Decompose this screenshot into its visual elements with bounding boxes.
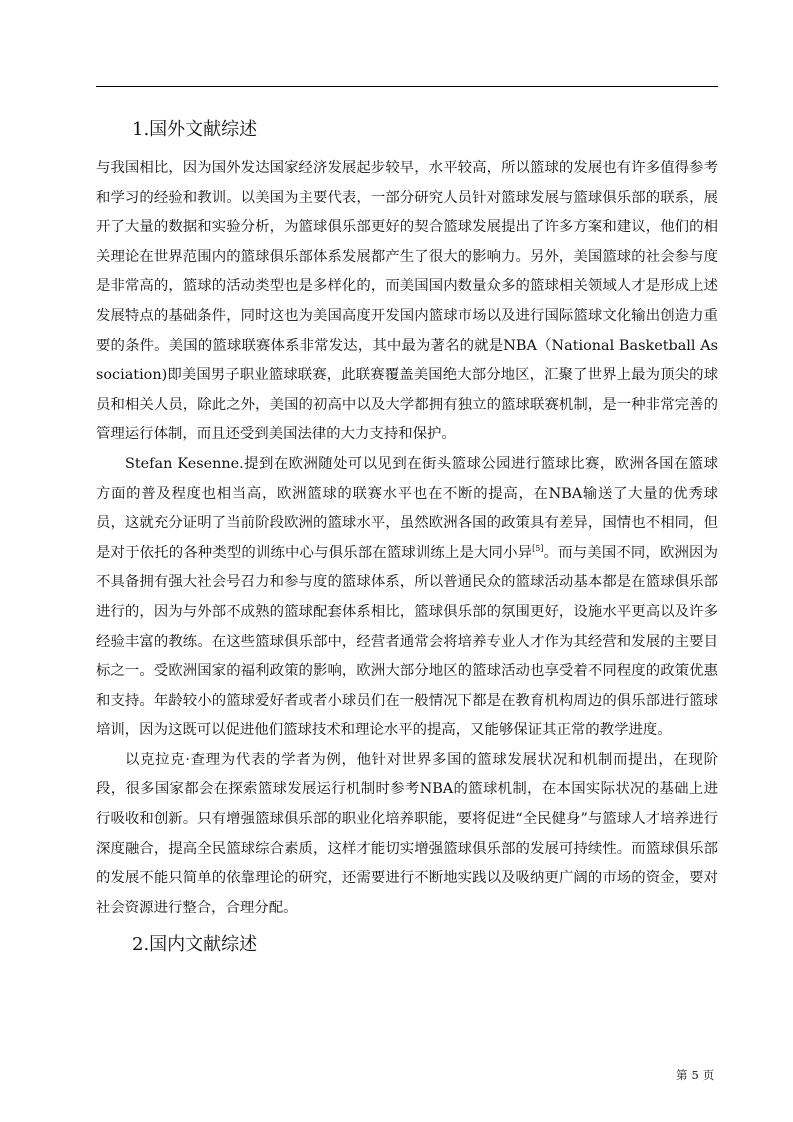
- page-number-suffix: 页: [702, 1068, 715, 1082]
- paragraph-clark-charlie: 以克拉克·查理为代表的学者为例，他针对世界多国的篮球发展状况和机制而提出，在现阶段，很多国家都会在探索篮球发展运行机制时参考NBA的篮球机制，在本国实际状况的基础上进行吸收和创新。只有增强篮球俱乐部的职业化培养职能，要将促进“全民健身”与篮球人才培养进行深度融合，提高全民篮球综合素质，这样才能切实增强篮球俱乐部的发展可持续性。而篮球俱乐部的发展不能只简单的依靠理论的研究，还需要进行不断地实践以及吸纳更广阔的市场的资金，要对社会资源进行整合，合理分配。: [96, 751, 718, 916]
- paragraph-europe-text-b: 。而与美国不同，欧洲因为不具备拥有强大社会号召力和参与度的篮球体系，所以普通民众的篮球活动基本都是在篮球俱乐部进行的，因为与外部不成熟的篮球配套体系相比，篮球俱乐部的氛围更好，设施水平更高以及许多经验丰富的教练。在这些篮球俱乐部中，经营者通常会将培养专业人才作为其经营和发展的主要目标之一。受欧洲国家的福利政策的影响，欧洲大部分地区的篮球活动也享受着不同程度的政策优惠和支持。年龄较小的篮球爱好者或者小球员们在一般情况下都是在教育机构周边的俱乐部进行篮球培训，因为这既可以促进他们篮球技术和理论水平的提高，又能够保证其正常的教学进度。: [96, 544, 718, 739]
- section-heading-foreign: 1.国外文献综述: [132, 119, 258, 140]
- document-body: [96, 112, 718, 963]
- paragraph-us-basketball: 与我国相比，因为国外发达国家经济发展起步较早，水平较高，所以篮球的发展也有许多值得参考和学习的经验和教训。以美国为主要代表，一部分研究人员针对篮球发展与篮球俱乐部的联系，展开了大量的数据和实验分析，为篮球俱乐部更好的契合篮球发展提出了许多方案和建议，他们的相关理论在世界范围内的篮球俱乐部体系发展都产生了很大的影响力。另外，美国篮球的社会参与度是非常高的，篮球的活动类型也是多样化的，而美国国内数量众多的篮球相关领域人才是形成上述发展特点的基础条件，同时这也为美国高度开发国内篮球市场以及进行国际篮球文化输出创造力重要的条件。美国的篮球联赛体系非常发达，其中最为著名的就是NBA（National Basketball Association)即美国男子职业篮球联赛，此联赛覆盖美国绝大部分地区，汇聚了世界上最为顶尖的球员和相关人员，除此之外，美国的初高中以及大学都拥有独立的篮球联赛机制，是一种非常完善的管理运行体制，而且还受到美国法律的大力支持和保护。: [96, 160, 718, 443]
- paragraph-europe-basketball: [96, 450, 718, 746]
- page-number-value: 5: [691, 1068, 699, 1082]
- paragraph-europe-text-a: Stefan Kesenne.提到在欧洲随处可以见到在街头篮球公园进行篮球比赛，欧洲各国在篮球方面的普及程度也相当高，欧洲篮球的联赛水平也在不断的提高，在NBA输送了大量的优秀球员，这就充分证明了当前阶段欧洲的篮球水平，虽然欧洲各国的政策具有差异，国情也不相同，但是对于依托的各种类型的训练中心与俱乐部在篮球训练上是大同小异: [96, 455, 718, 561]
- citation-ref: [5]: [532, 543, 544, 553]
- page-number-prefix: 第: [676, 1068, 688, 1082]
- header-rule: [96, 86, 718, 87]
- page-number: [674, 1067, 716, 1083]
- section-heading-domestic: 2.国内文献综述: [132, 934, 258, 956]
